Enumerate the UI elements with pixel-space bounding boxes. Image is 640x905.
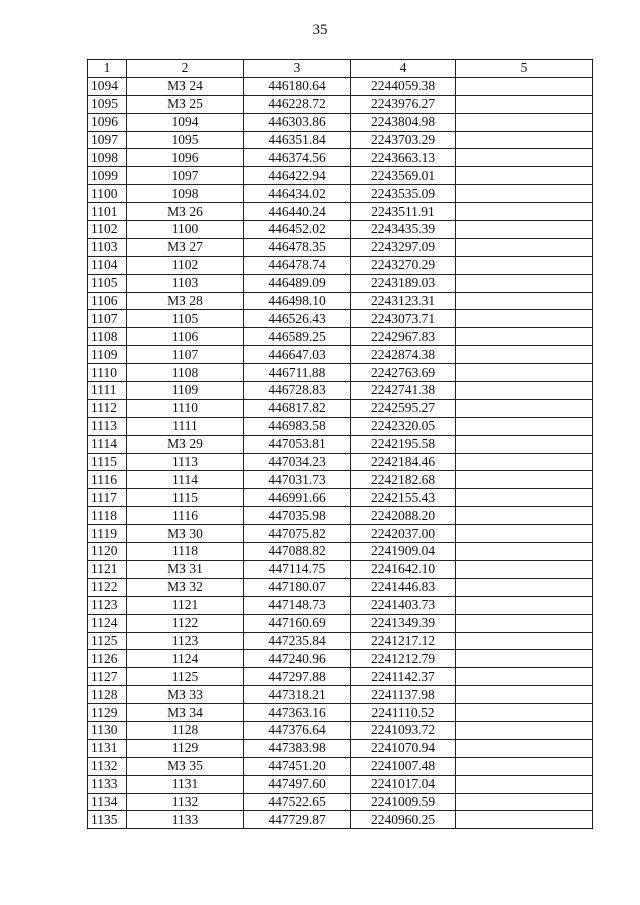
table-cell: 446647.03	[244, 346, 351, 364]
table-cell	[456, 793, 593, 811]
table-cell: 1115	[127, 489, 244, 507]
page-number: 35	[312, 22, 328, 38]
table-cell: 1124	[127, 650, 244, 668]
table-cell	[456, 185, 593, 203]
table-row	[88, 399, 593, 417]
table-cell: 447318.21	[244, 686, 351, 704]
table-cell: 2241017.04	[351, 775, 456, 793]
table-cell: 2242088.20	[351, 507, 456, 525]
table-cell: 2243569.01	[351, 167, 456, 185]
table-cell	[456, 167, 593, 185]
table-cell: МЗ 35	[127, 757, 244, 775]
table-cell: 1104	[88, 256, 127, 274]
table-row	[88, 704, 593, 722]
table-cell: 446440.24	[244, 203, 351, 221]
table-row	[88, 238, 593, 256]
table-cell	[456, 292, 593, 310]
table-cell: 1096	[88, 113, 127, 131]
table-cell	[456, 346, 593, 364]
table-cell: 2241137.98	[351, 686, 456, 704]
table-cell: 1132	[88, 757, 127, 775]
table-cell: 446526.43	[244, 310, 351, 328]
table-cell: 1105	[127, 310, 244, 328]
table-cell: 446498.10	[244, 292, 351, 310]
table-row	[88, 596, 593, 614]
table-cell: 446180.64	[244, 77, 351, 95]
table-row	[88, 525, 593, 543]
table-cell	[456, 453, 593, 471]
table-cell: 2241446.83	[351, 578, 456, 596]
table-cell: 1095	[127, 131, 244, 149]
table-cell: МЗ 30	[127, 525, 244, 543]
table-row	[88, 203, 593, 221]
table-cell	[456, 668, 593, 686]
table-cell	[456, 417, 593, 435]
table-cell: 446489.09	[244, 274, 351, 292]
table-cell: 1110	[127, 399, 244, 417]
table-row	[88, 185, 593, 203]
table-cell: 1108	[88, 328, 127, 346]
table-cell: 447235.84	[244, 632, 351, 650]
table-cell: МЗ 33	[127, 686, 244, 704]
table-cell: 1123	[88, 596, 127, 614]
table-cell: 2243663.13	[351, 149, 456, 167]
table-cell: 1132	[127, 793, 244, 811]
table-cell: 446478.74	[244, 256, 351, 274]
table-cell: 446728.83	[244, 382, 351, 400]
table-row	[88, 292, 593, 310]
table-cell: 447148.73	[244, 596, 351, 614]
table-cell	[456, 310, 593, 328]
table-row	[88, 435, 593, 453]
table-cell: 1111	[127, 417, 244, 435]
table-cell: 2241217.12	[351, 632, 456, 650]
table-cell: 446228.72	[244, 95, 351, 113]
table-cell: 2242037.00	[351, 525, 456, 543]
table-cell: 1133	[88, 775, 127, 793]
table-cell: 447497.60	[244, 775, 351, 793]
table-cell: 447240.96	[244, 650, 351, 668]
table-row	[88, 221, 593, 239]
table-cell: 2242967.83	[351, 328, 456, 346]
table-cell: 1121	[127, 596, 244, 614]
table-cell: 1113	[127, 453, 244, 471]
table-cell: 1108	[127, 364, 244, 382]
table-cell	[456, 596, 593, 614]
table-cell	[456, 131, 593, 149]
table-cell: 2242741.38	[351, 382, 456, 400]
table-cell	[456, 507, 593, 525]
table-cell: 1096	[127, 149, 244, 167]
table-cell: 1102	[127, 256, 244, 274]
table-row	[88, 417, 593, 435]
table-cell: МЗ 34	[127, 704, 244, 722]
table-cell: 2242155.43	[351, 489, 456, 507]
table-cell	[456, 525, 593, 543]
table-cell: 1128	[127, 721, 244, 739]
table-cell: 1098	[88, 149, 127, 167]
table-cell	[456, 113, 593, 131]
table-cell: 2243297.09	[351, 238, 456, 256]
table-row	[88, 256, 593, 274]
table-row	[88, 274, 593, 292]
table-cell: 2242184.46	[351, 453, 456, 471]
table-cell: 1112	[88, 399, 127, 417]
table-cell: 446434.02	[244, 185, 351, 203]
table-cell: 2243804.98	[351, 113, 456, 131]
table-cell: 2242320.05	[351, 417, 456, 435]
table-cell: 446478.35	[244, 238, 351, 256]
table-cell: 2241403.73	[351, 596, 456, 614]
table-cell: 1118	[88, 507, 127, 525]
table-cell: 1129	[127, 739, 244, 757]
column-header-5: 5	[456, 60, 593, 78]
table-cell: 1103	[127, 274, 244, 292]
table-cell: 2240960.25	[351, 811, 456, 829]
table-cell	[456, 435, 593, 453]
table-cell	[456, 221, 593, 239]
table-cell: 1114	[127, 471, 244, 489]
table-cell: 1119	[88, 525, 127, 543]
table-cell: 2242763.69	[351, 364, 456, 382]
table-cell: 1094	[127, 113, 244, 131]
table-cell: 447160.69	[244, 614, 351, 632]
table-cell	[456, 399, 593, 417]
table-cell	[456, 704, 593, 722]
table-row	[88, 364, 593, 382]
table-cell: 1105	[88, 274, 127, 292]
table-row	[88, 811, 593, 829]
table-row	[88, 614, 593, 632]
table-row	[88, 95, 593, 113]
table-row	[88, 721, 593, 739]
table-row	[88, 382, 593, 400]
table-cell	[456, 471, 593, 489]
table-row	[88, 668, 593, 686]
table-cell: 1114	[88, 435, 127, 453]
table-row	[88, 560, 593, 578]
table-cell	[456, 775, 593, 793]
table-cell: 2241642.10	[351, 560, 456, 578]
table-cell: 1101	[88, 203, 127, 221]
table-row	[88, 77, 593, 95]
table-row	[88, 757, 593, 775]
table-cell: 1125	[88, 632, 127, 650]
table-cell: 446589.25	[244, 328, 351, 346]
table-cell: 446817.82	[244, 399, 351, 417]
table-cell: 1129	[88, 704, 127, 722]
table-cell: 2243703.29	[351, 131, 456, 149]
table-cell: 447522.65	[244, 793, 351, 811]
table-cell: 2243270.29	[351, 256, 456, 274]
table-row	[88, 650, 593, 668]
table-cell: МЗ 27	[127, 238, 244, 256]
table-cell: 2241349.39	[351, 614, 456, 632]
table-row	[88, 632, 593, 650]
table-cell	[456, 274, 593, 292]
table-cell: 1127	[88, 668, 127, 686]
table-row	[88, 543, 593, 561]
table-body	[88, 77, 593, 828]
table-cell: 1106	[88, 292, 127, 310]
table-cell	[456, 364, 593, 382]
table-row	[88, 131, 593, 149]
table-cell: 1094	[88, 77, 127, 95]
table-cell: 447088.82	[244, 543, 351, 561]
table-cell: 1130	[88, 721, 127, 739]
table-row	[88, 775, 593, 793]
table-cell: 2241009.59	[351, 793, 456, 811]
table-cell: 2241142.37	[351, 668, 456, 686]
table-cell: МЗ 25	[127, 95, 244, 113]
table-cell: 446452.02	[244, 221, 351, 239]
table-header-row	[88, 60, 593, 78]
table-cell: 447180.07	[244, 578, 351, 596]
table-cell	[456, 543, 593, 561]
table-cell: 1131	[127, 775, 244, 793]
table-cell: 1107	[127, 346, 244, 364]
table-cell	[456, 578, 593, 596]
table-cell: 2243073.71	[351, 310, 456, 328]
table-cell: 1100	[88, 185, 127, 203]
table-cell: 446303.86	[244, 113, 351, 131]
table-cell: 446983.58	[244, 417, 351, 435]
table-cell: 2242195.58	[351, 435, 456, 453]
table-cell: 1124	[88, 614, 127, 632]
table-cell: 1098	[127, 185, 244, 203]
table-cell: 447031.73	[244, 471, 351, 489]
table-cell: 1128	[88, 686, 127, 704]
table-cell: 1134	[88, 793, 127, 811]
table-row	[88, 113, 593, 131]
table-row	[88, 471, 593, 489]
table-row	[88, 686, 593, 704]
table-cell: 2242182.68	[351, 471, 456, 489]
table-cell: 447383.98	[244, 739, 351, 757]
table-cell: 1109	[88, 346, 127, 364]
table-cell	[456, 95, 593, 113]
table-cell: 447451.20	[244, 757, 351, 775]
table-cell: 1131	[88, 739, 127, 757]
table-cell: 1122	[127, 614, 244, 632]
table-cell: 2241070.94	[351, 739, 456, 757]
table-cell: 447363.16	[244, 704, 351, 722]
table-cell: 446422.94	[244, 167, 351, 185]
table-cell: 446351.84	[244, 131, 351, 149]
table-cell: 447034.23	[244, 453, 351, 471]
table-row	[88, 489, 593, 507]
column-header-4: 4	[351, 60, 456, 78]
table-cell	[456, 203, 593, 221]
table-cell: 447075.82	[244, 525, 351, 543]
table-cell: 2242874.38	[351, 346, 456, 364]
table-cell: 1097	[127, 167, 244, 185]
table-cell	[456, 614, 593, 632]
table-cell: МЗ 26	[127, 203, 244, 221]
table-cell: 447729.87	[244, 811, 351, 829]
table-cell: 1103	[88, 238, 127, 256]
column-header-1: 1	[88, 60, 127, 78]
table-row	[88, 167, 593, 185]
table-cell: 447053.81	[244, 435, 351, 453]
table-row	[88, 346, 593, 364]
table-cell: 2241110.52	[351, 704, 456, 722]
table-cell: 1100	[127, 221, 244, 239]
table-cell: МЗ 28	[127, 292, 244, 310]
table-cell: 446711.88	[244, 364, 351, 382]
coordinates-table	[87, 59, 593, 829]
table-cell: 2243976.27	[351, 95, 456, 113]
table-cell: 447297.88	[244, 668, 351, 686]
table-cell: 2241909.04	[351, 543, 456, 561]
table-cell: 1135	[88, 811, 127, 829]
table-row	[88, 739, 593, 757]
table-cell: 1095	[88, 95, 127, 113]
table-cell: МЗ 29	[127, 435, 244, 453]
table-cell: 2241212.79	[351, 650, 456, 668]
table-cell: 1113	[88, 417, 127, 435]
table-cell: 2242595.27	[351, 399, 456, 417]
table-cell: 447114.75	[244, 560, 351, 578]
table-cell: 1097	[88, 131, 127, 149]
table-cell	[456, 739, 593, 757]
table-row	[88, 149, 593, 167]
table-row	[88, 578, 593, 596]
table-cell	[456, 757, 593, 775]
table-cell: 2243123.31	[351, 292, 456, 310]
table-cell: 1106	[127, 328, 244, 346]
table-cell: 1111	[88, 382, 127, 400]
table-cell	[456, 632, 593, 650]
table-cell: 2243189.03	[351, 274, 456, 292]
table-cell: 1123	[127, 632, 244, 650]
table-cell: 446374.56	[244, 149, 351, 167]
table-cell	[456, 77, 593, 95]
table-cell: 1122	[88, 578, 127, 596]
table-cell: 1133	[127, 811, 244, 829]
table-cell	[456, 560, 593, 578]
table-cell	[456, 382, 593, 400]
table-cell: МЗ 31	[127, 560, 244, 578]
table-cell: 1121	[88, 560, 127, 578]
table-cell	[456, 328, 593, 346]
table-cell: МЗ 32	[127, 578, 244, 596]
table-cell: 2243535.09	[351, 185, 456, 203]
table-cell	[456, 238, 593, 256]
table-cell: 1099	[88, 167, 127, 185]
table-cell: 1117	[88, 489, 127, 507]
table-cell: 1116	[127, 507, 244, 525]
table-cell: 2244059.38	[351, 77, 456, 95]
table-cell: 1120	[88, 543, 127, 561]
column-header-3: 3	[244, 60, 351, 78]
table-cell: 1126	[88, 650, 127, 668]
table-cell: МЗ 24	[127, 77, 244, 95]
table-cell	[456, 149, 593, 167]
table-cell: 1107	[88, 310, 127, 328]
table-cell: 1118	[127, 543, 244, 561]
table-cell: 1109	[127, 382, 244, 400]
table-cell: 447376.64	[244, 721, 351, 739]
table-cell: 2243511.91	[351, 203, 456, 221]
table-cell: 1125	[127, 668, 244, 686]
table-row	[88, 310, 593, 328]
table-cell: 1115	[88, 453, 127, 471]
table-cell	[456, 489, 593, 507]
table-row	[88, 507, 593, 525]
table-cell	[456, 811, 593, 829]
table-cell	[456, 686, 593, 704]
table-row	[88, 328, 593, 346]
table-cell: 2243435.39	[351, 221, 456, 239]
table-cell: 2241007.48	[351, 757, 456, 775]
table-cell: 1110	[88, 364, 127, 382]
table-cell: 447035.98	[244, 507, 351, 525]
table-cell	[456, 721, 593, 739]
column-header-2: 2	[127, 60, 244, 78]
table-cell: 1116	[88, 471, 127, 489]
table-row	[88, 793, 593, 811]
table-cell: 1102	[88, 221, 127, 239]
table-cell: 446991.66	[244, 489, 351, 507]
table-cell	[456, 650, 593, 668]
table-row	[88, 453, 593, 471]
table-cell: 2241093.72	[351, 721, 456, 739]
table-cell	[456, 256, 593, 274]
